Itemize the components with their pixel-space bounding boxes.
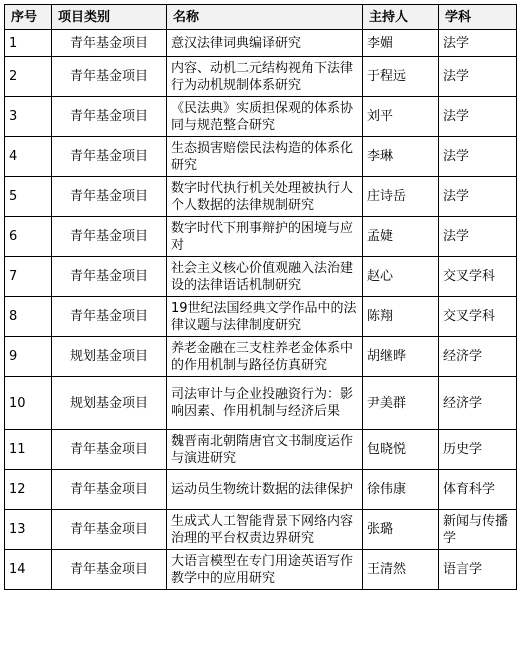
cell-host: 赵心 [363, 257, 439, 297]
cell-host: 胡继晔 [363, 337, 439, 377]
cell-host: 陈翔 [363, 297, 439, 337]
table-body [5, 30, 517, 590]
cell-no: 6 [5, 217, 52, 257]
cell-category: 青年基金项目 [52, 430, 167, 470]
header-host: 主持人 [363, 5, 439, 30]
cell-host: 王清然 [363, 550, 439, 590]
cell-subject: 法学 [439, 57, 517, 97]
header-subject: 学科 [439, 5, 517, 30]
cell-subject: 交叉学科 [439, 297, 517, 337]
cell-category: 青年基金项目 [52, 550, 167, 590]
cell-subject: 经济学 [439, 377, 517, 430]
header-row [5, 5, 517, 30]
cell-subject: 体育科学 [439, 470, 517, 510]
cell-no: 1 [5, 30, 52, 57]
cell-subject: 法学 [439, 217, 517, 257]
cell-category: 青年基金项目 [52, 57, 167, 97]
cell-no: 2 [5, 57, 52, 97]
table-row [5, 510, 517, 550]
table-row [5, 377, 517, 430]
cell-no: 12 [5, 470, 52, 510]
cell-no: 5 [5, 177, 52, 217]
cell-category: 青年基金项目 [52, 257, 167, 297]
cell-category: 青年基金项目 [52, 470, 167, 510]
cell-host: 徐伟康 [363, 470, 439, 510]
table-row [5, 257, 517, 297]
table-row [5, 57, 517, 97]
cell-subject: 法学 [439, 97, 517, 137]
cell-name: 司法审计与企业投融资行为：影响因素、作用机制与经济后果 [167, 377, 363, 430]
table-row [5, 337, 517, 377]
cell-name: 数字时代下刑事辩护的困境与应对 [167, 217, 363, 257]
project-table [4, 4, 517, 590]
table-row [5, 97, 517, 137]
cell-category: 规划基金项目 [52, 337, 167, 377]
cell-name: 大语言模型在专门用途英语写作教学中的应用研究 [167, 550, 363, 590]
cell-host: 张璐 [363, 510, 439, 550]
cell-no: 3 [5, 97, 52, 137]
cell-host: 刘平 [363, 97, 439, 137]
table-row [5, 30, 517, 57]
cell-name: 意汉法律词典编译研究 [167, 30, 363, 57]
cell-subject: 法学 [439, 177, 517, 217]
cell-name: 数字时代执行机关处理被执行人个人数据的法律规制研究 [167, 177, 363, 217]
cell-category: 青年基金项目 [52, 297, 167, 337]
table-row [5, 297, 517, 337]
header-category: 项目类别 [52, 5, 167, 30]
cell-host: 李媚 [363, 30, 439, 57]
cell-name: 生态损害赔偿民法构造的体系化研究 [167, 137, 363, 177]
cell-name: 运动员生物统计数据的法律保护 [167, 470, 363, 510]
table-row [5, 177, 517, 217]
cell-subject: 法学 [439, 137, 517, 177]
cell-subject: 法学 [439, 30, 517, 57]
cell-host: 尹美群 [363, 377, 439, 430]
cell-no: 13 [5, 510, 52, 550]
cell-name: 内容、动机二元结构视角下法律行为动机规制体系研究 [167, 57, 363, 97]
cell-no: 10 [5, 377, 52, 430]
cell-category: 青年基金项目 [52, 510, 167, 550]
cell-name: 养老金融在三支柱养老金体系中的作用机制与路径仿真研究 [167, 337, 363, 377]
cell-name: 19世纪法国经典文学作品中的法律议题与法律制度研究 [167, 297, 363, 337]
cell-no: 7 [5, 257, 52, 297]
table-row [5, 137, 517, 177]
table-row [5, 550, 517, 590]
header-no: 序号 [5, 5, 52, 30]
table-row [5, 470, 517, 510]
cell-host: 孟婕 [363, 217, 439, 257]
cell-category: 青年基金项目 [52, 137, 167, 177]
cell-no: 8 [5, 297, 52, 337]
cell-no: 9 [5, 337, 52, 377]
cell-host: 包晓悦 [363, 430, 439, 470]
cell-name: 社会主义核心价值观融入法治建设的法律语话机制研究 [167, 257, 363, 297]
cell-name: 魏晋南北朝隋唐官文书制度运作与演进研究 [167, 430, 363, 470]
cell-category: 青年基金项目 [52, 217, 167, 257]
cell-name: 生成式人工智能背景下网络内容治理的平台权责边界研究 [167, 510, 363, 550]
cell-category: 青年基金项目 [52, 177, 167, 217]
cell-subject: 经济学 [439, 337, 517, 377]
cell-subject: 新闻与传播学 [439, 510, 517, 550]
cell-category: 青年基金项目 [52, 30, 167, 57]
cell-no: 14 [5, 550, 52, 590]
cell-subject: 交叉学科 [439, 257, 517, 297]
header-name: 名称 [167, 5, 363, 30]
cell-category: 青年基金项目 [52, 97, 167, 137]
cell-subject: 历史学 [439, 430, 517, 470]
cell-host: 庄诗岳 [363, 177, 439, 217]
cell-no: 4 [5, 137, 52, 177]
cell-subject: 语言学 [439, 550, 517, 590]
cell-host: 于程远 [363, 57, 439, 97]
cell-host: 李琳 [363, 137, 439, 177]
table-row [5, 430, 517, 470]
cell-name: 《民法典》实质担保观的体系协同与规范整合研究 [167, 97, 363, 137]
cell-no: 11 [5, 430, 52, 470]
cell-category: 规划基金项目 [52, 377, 167, 430]
table-row [5, 217, 517, 257]
